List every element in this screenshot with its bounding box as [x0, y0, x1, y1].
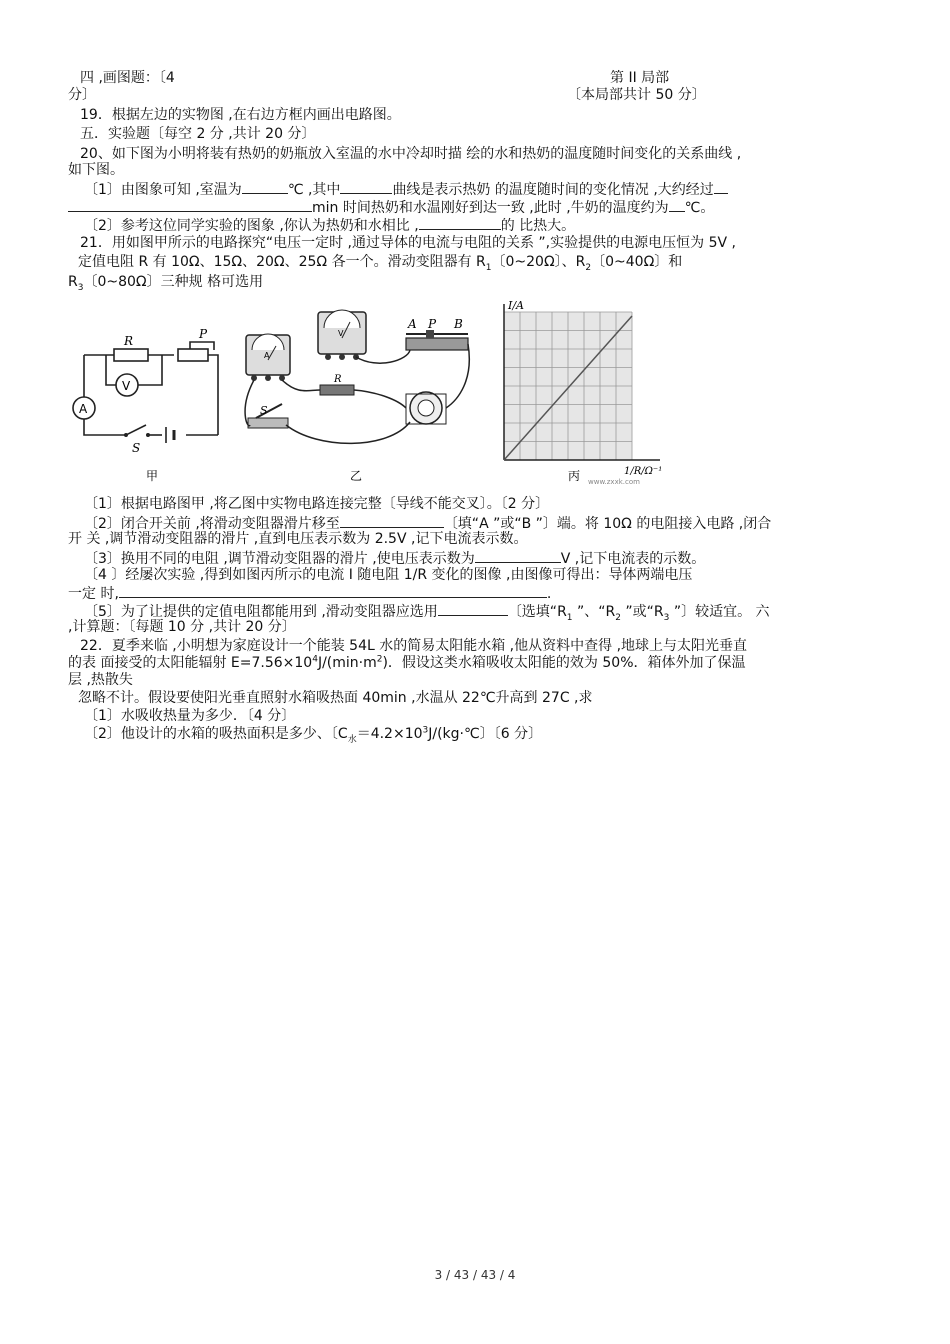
- q20-part1: 〔1〕由图象可知 ,室温为 ℃ ,其中 曲线是表示热奶 的温度随时间的变化情况 ,大约经过: [84, 180, 728, 199]
- q21-part5: 〔5〕为了让提供的定值电阻都能用到 ,滑动变阻器应选用 〔选填“$R_1$ ”、“$R_2$ ”或“$R_3$ ”〕较适宜。 六: [84, 604, 770, 623]
- q22-stem-line4: 忽略不计。假设要使阳光垂直照射水箱吸热面 40min ,水温从 22℃升高到 27C ,求: [78, 690, 593, 706]
- svg-text:A: A: [264, 351, 270, 360]
- watermark: www.zxxk.com: [588, 478, 640, 486]
- q21-part2: 〔2〕闭合开关前 ,将滑动变阻器滑片移至 〔填“A ”或“B ”〕端。将 10Ω 的电阻接入电路 ,闭合: [84, 516, 772, 532]
- svg-text:S: S: [260, 404, 268, 417]
- label-jia: 甲: [146, 469, 159, 483]
- q21-part2-cont: 开 关 ,调节滑动变阻器的滑片 ,直到电压表示数为 2.5V ,记下电流表示数。: [68, 531, 528, 547]
- blank-curve[interactable]: [340, 180, 392, 194]
- svg-text:P: P: [428, 317, 437, 331]
- y-axis-label: I/A: [508, 299, 524, 312]
- label-P: P: [199, 327, 208, 341]
- svg-text:B: B: [454, 317, 463, 331]
- q22-stem-line3: 层 ,热散失: [68, 672, 133, 688]
- q21-part4: 〔4 〕经屡次实验 ,得到如图丙所示的电流 I 随电阻 1/R 变化的图像 ,由图像可得出：导体两端电压: [84, 567, 693, 583]
- rheostat-symbol: [178, 349, 208, 361]
- section4-heading: 四 ,画图题：〔4: [80, 70, 175, 86]
- ammeter-device: [246, 334, 290, 381]
- part2-title: 第 II 局部: [610, 70, 670, 86]
- svg-text:R: R: [334, 374, 342, 385]
- resistor-R-symbol: [114, 349, 148, 361]
- section5-heading: 五．实验题〔每空 2 分 ,共计 20 分〕: [80, 126, 316, 142]
- blank-conclusion[interactable]: [119, 584, 547, 598]
- switch-device: [248, 404, 288, 428]
- label-A: A: [79, 402, 88, 416]
- blank-room-temp[interactable]: [242, 180, 288, 194]
- label-S: S: [132, 441, 141, 455]
- label-bing: 丙: [568, 469, 581, 483]
- svg-text:V: V: [338, 329, 344, 338]
- blank-time[interactable]: [68, 198, 312, 212]
- blank-heat-capacity[interactable]: [419, 216, 501, 230]
- q20-part1-cont: min 时间热奶和水温刚好到达一致 ,此时 ,牛奶的温度约为 ℃。: [68, 198, 714, 217]
- figure-jia-circuit: [66, 300, 236, 490]
- q20-part2: 〔2〕参考这位同学实验的图象 ,你认为热奶和水相比 , 的 比热大。: [84, 218, 576, 234]
- rheostat-device: [406, 317, 468, 350]
- q21-part1: 〔1〕根据电路图甲 ,将乙图中实物电路连接完整〔导线不能交叉〕。〔2 分〕: [84, 496, 550, 512]
- q22-part2: 〔2〕他设计的水箱的吸热面积是多少、〔$C_水=4.2\times 10^3J/(kg\cdot℃$〕〔6 分〕: [84, 725, 543, 745]
- q20-stem-line2: 如下图。: [68, 162, 124, 178]
- blank-milk-temp[interactable]: [669, 198, 685, 212]
- blank-rheostat-choice[interactable]: [438, 602, 508, 616]
- q21-part3: 〔3〕换用不同的电阻 ,调节滑动变阻器的滑片 ,使电压表示数为 V ,记下电流表的示数。: [84, 551, 706, 567]
- blank-time-a[interactable]: [714, 180, 728, 194]
- q22-stem-line2: 的表 面接受的太阳能辐射 $E=7.56\times 10^4J/(\min\cdot m^2)$．假设这类水箱吸收太阳能的效为 50%．箱体外加了保温: [68, 654, 746, 671]
- power-supply-device: [406, 392, 446, 424]
- label-yi: 乙: [350, 469, 363, 483]
- resistor-device: [320, 374, 354, 395]
- page-footer: 3 / 43 / 43 / 4: [434, 1268, 516, 1282]
- section4-heading-cont: 分〕: [68, 87, 96, 103]
- q21-part4-cont: 一定 时, .: [68, 586, 552, 602]
- blank-slider-end[interactable]: [340, 514, 444, 528]
- section6-heading: ,计算题：〔每题 10 分 ,共计 20 分〕: [68, 619, 296, 635]
- label-R: R: [124, 334, 134, 348]
- svg-text:A: A: [408, 317, 417, 331]
- x-axis-label: 1/R/Ω⁻¹: [624, 466, 663, 477]
- q21-stem-line3: $R_3$〔0~80Ω〕三种规 格可选用: [68, 274, 264, 293]
- figure-bing-graph: [488, 298, 668, 490]
- label-V: V: [122, 379, 131, 393]
- q20-stem-line1: 20、如下图为小明将装有热奶的奶瓶放入室温的水中冷却时描 绘的水和热奶的温度随时间变化的关系曲线 ,: [80, 146, 742, 162]
- figure-yi-physical-circuit: [238, 300, 478, 490]
- part2-note: 〔本局部共计 50 分〕: [567, 87, 706, 103]
- q22-part1: 〔1〕水吸收热量为多少．〔4 分〕: [84, 708, 296, 724]
- q21-stem-line2: 定值电阻 R 有 10Ω、15Ω、20Ω、25Ω 各一个。滑动变阻器有 $R_1$〔0~20Ω〕、$R_2$〔0~40Ω〕和: [78, 254, 683, 273]
- blank-voltage[interactable]: [475, 549, 561, 563]
- voltmeter-device: [318, 310, 366, 360]
- q21-stem-line1: 21．用如图甲所示的电路探究“电压一定时 ,通过导体的电流与电阻的关系 ”,实验提供的电源电压恒为 5V ,: [80, 235, 736, 251]
- question-19: 19．根据左边的实物图 ,在右边方框内画出电路图。: [80, 107, 401, 123]
- q22-stem-line1: 22．夏季来临 ,小明想为家庭设计一个能装 54L 水的简易太阳能水箱 ,他从资料中查得 ,地球上与太阳光垂直: [80, 638, 748, 654]
